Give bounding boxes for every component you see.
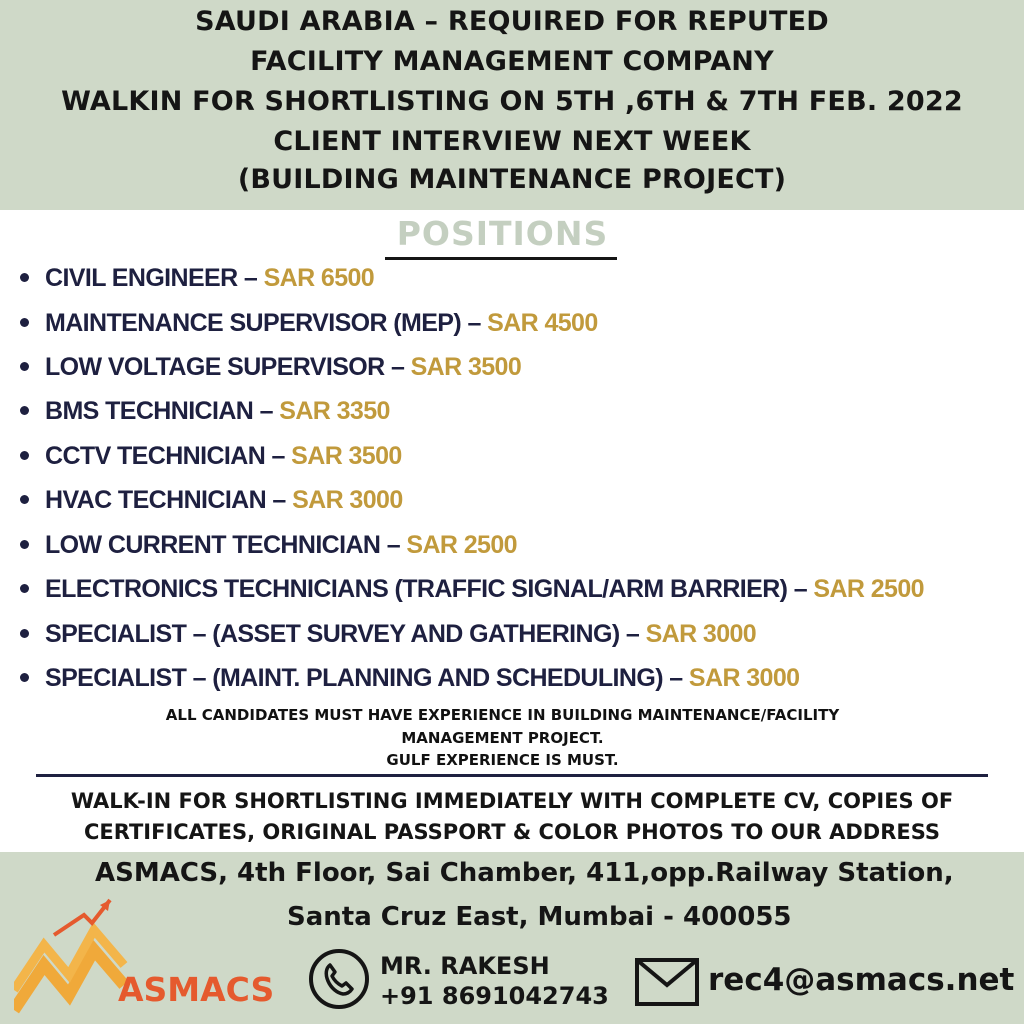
header-line-1: SAUDI ARABIA – REQUIRED FOR REPUTED (195, 6, 829, 37)
bullet-icon (20, 495, 29, 504)
header-line-4: CLIENT INTERVIEW NEXT WEEK (273, 126, 751, 157)
phone-icon (308, 948, 370, 1010)
position-item (20, 664, 799, 693)
position-item (20, 486, 403, 515)
bullet-icon (20, 584, 29, 593)
section-divider (36, 774, 988, 777)
requirement-line-2: MANAGEMENT PROJECT. (401, 729, 604, 747)
walkin-line-1: WALK-IN FOR SHORTLISTING IMMEDIATELY WITH COMPLETE CV, COPIES OF (70, 789, 954, 813)
positions-title: POSITIONS (396, 214, 609, 253)
contact-name: MR. RAKESH (380, 952, 550, 980)
position-item (20, 531, 517, 560)
address-line-1: ASMACS, 4th Floor, Sai Chamber, 411,opp.Railway Station, (95, 858, 954, 888)
position-salary: SAR 3350 (279, 397, 390, 425)
position-role: CIVIL ENGINEER – (45, 264, 264, 292)
position-role: HVAC TECHNICIAN – (45, 486, 293, 514)
position-role: CCTV TECHNICIAN – (45, 442, 292, 470)
position-item (20, 442, 402, 471)
position-role: LOW VOLTAGE SUPERVISOR – (45, 353, 411, 381)
position-role: SPECIALIST – (MAINT. PLANNING AND SCHEDULING) – (45, 664, 689, 692)
header-line-3: WALKIN FOR SHORTLISTING ON 5TH ,6TH & 7TH FEB. 2022 (61, 86, 963, 117)
position-item (20, 397, 390, 426)
position-salary: SAR 3000 (688, 664, 800, 692)
position-item (20, 264, 374, 293)
positions-underline (385, 257, 617, 260)
asmacs-logo-text: ASMACS (118, 970, 275, 1009)
contact-email[interactable]: rec4@asmacs.net (708, 962, 1015, 998)
position-salary: SAR 6500 (263, 264, 375, 292)
position-item (20, 309, 598, 338)
header-banner (0, 0, 1024, 210)
requirement-line-3: GULF EXPERIENCE IS MUST. (386, 751, 619, 769)
position-item (20, 620, 756, 649)
header-line-2: FACILITY MANAGEMENT COMPANY (250, 46, 774, 77)
position-item (20, 353, 521, 382)
contact-phone[interactable]: +91 8691042743 (380, 982, 609, 1010)
position-role: SPECIALIST – (ASSET SURVEY AND GATHERING) – (45, 620, 646, 648)
position-salary: SAR 3000 (645, 620, 757, 648)
position-salary: SAR 2500 (406, 531, 517, 559)
header-line-5: (BUILDING MAINTENANCE PROJECT) (237, 164, 787, 195)
bullet-icon (20, 406, 29, 415)
bullet-icon (20, 273, 29, 282)
bullet-icon (20, 540, 29, 549)
bullet-icon (20, 451, 29, 460)
position-role: ELECTRONICS TECHNICIANS (TRAFFIC SIGNAL/ARM BARRIER) – (45, 575, 814, 603)
bullet-icon (20, 629, 29, 638)
position-salary: SAR 3500 (291, 442, 402, 470)
position-role: MAINTENANCE SUPERVISOR (MEP) – (45, 309, 488, 337)
position-item (20, 575, 924, 604)
address-line-2: Santa Cruz East, Mumbai - 400055 (287, 902, 792, 932)
position-salary: SAR 4500 (487, 309, 598, 337)
position-salary: SAR 3000 (292, 486, 403, 514)
bullet-icon (20, 673, 29, 682)
mail-icon (634, 957, 700, 1007)
bullet-icon (20, 362, 29, 371)
walkin-line-2: CERTIFICATES, ORIGINAL PASSPORT & COLOR PHOTOS TO OUR ADDRESS (83, 820, 941, 844)
requirement-line-1: ALL CANDIDATES MUST HAVE EXPERIENCE IN BUILDING MAINTENANCE/FACILITY (165, 706, 840, 724)
position-salary: SAR 2500 (813, 575, 924, 603)
bullet-icon (20, 318, 29, 327)
position-role: LOW CURRENT TECHNICIAN – (45, 531, 407, 559)
position-role: BMS TECHNICIAN – (45, 397, 280, 425)
position-salary: SAR 3500 (410, 353, 522, 381)
